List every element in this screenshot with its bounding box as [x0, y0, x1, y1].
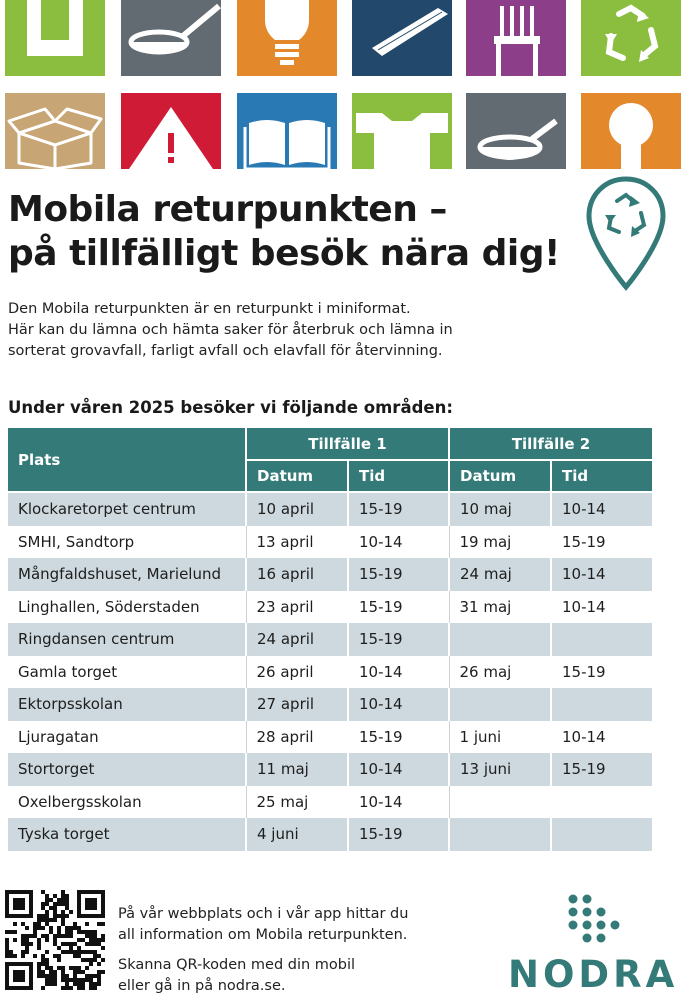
recycle-location-pin-icon [585, 175, 667, 291]
cell-plats: Oxelbergsskolan [8, 786, 246, 819]
cell-datum-2: 24 maj [449, 558, 551, 591]
cell-tid-1: 10-14 [348, 786, 449, 819]
footer-line: eller gå in på nodra.se. [118, 978, 286, 994]
table-row [8, 818, 652, 851]
cell-tid-1: 15-19 [348, 492, 449, 526]
cell-datum-2: 19 maj [449, 526, 551, 559]
cell-tid-2 [551, 623, 652, 656]
frying-pan-icon [121, 0, 221, 76]
light-bulb-icon [581, 93, 681, 169]
table-row [8, 721, 652, 754]
column-header-tid-2: Tid [551, 460, 652, 492]
intro-text [8, 299, 548, 362]
intro-line: Den Mobila returpunkten är en returpunkt i miniformat. [8, 301, 411, 317]
cell-datum-1: 25 maj [246, 786, 348, 819]
column-header-tid-1: Tid [348, 460, 449, 492]
nodra-logo-mark [562, 892, 632, 948]
footer-line: På vår webbplats och i vår app hittar du [118, 906, 409, 922]
cell-tid-1: 15-19 [348, 558, 449, 591]
cell-datum-2 [449, 786, 551, 819]
cell-tid-2: 15-19 [551, 656, 652, 689]
column-group-tillfalle-2: Tillfälle 2 [449, 428, 652, 460]
cell-datum-2 [449, 688, 551, 721]
cell-datum-1: 24 april [246, 623, 348, 656]
warning-icon [121, 93, 221, 169]
cell-plats: Linghallen, Söderstaden [8, 591, 246, 624]
page-title [8, 188, 560, 276]
cell-tid-1: 15-19 [348, 818, 449, 851]
table-row [8, 492, 652, 526]
cell-tid-1: 15-19 [348, 591, 449, 624]
column-header-plats: Plats [8, 428, 246, 492]
wooden-plank-icon [352, 0, 452, 76]
footer-paragraph [118, 904, 458, 946]
title-line-2: på tillfälligt besök nära dig! [8, 233, 560, 274]
cell-tid-2 [551, 818, 652, 851]
cell-plats: Klockaretorpet centrum [8, 492, 246, 526]
cell-datum-2: 31 maj [449, 591, 551, 624]
cell-datum-2: 1 juni [449, 721, 551, 754]
table-row [8, 786, 652, 819]
cell-datum-2 [449, 623, 551, 656]
cell-tid-2: 10-14 [551, 492, 652, 526]
cell-plats: Ektorpsskolan [8, 688, 246, 721]
cell-plats: Gamla torget [8, 656, 246, 689]
footer-paragraph [118, 955, 458, 997]
category-icon-banner [0, 0, 693, 170]
light-bulb-icon [237, 0, 337, 76]
cell-datum-2 [449, 818, 551, 851]
table-row [8, 526, 652, 559]
table-row [8, 623, 652, 656]
cell-tid-1: 15-19 [348, 623, 449, 656]
cell-datum-1: 23 april [246, 591, 348, 624]
t-shirt-icon [352, 93, 452, 169]
chair-icon [466, 0, 566, 76]
table-row [8, 753, 652, 786]
cell-tid-2: 10-14 [551, 591, 652, 624]
column-header-datum-1: Datum [246, 460, 348, 492]
table-row [8, 688, 652, 721]
cell-datum-1: 28 april [246, 721, 348, 754]
recycle-icon [581, 0, 681, 76]
cell-datum-2: 13 juni [449, 753, 551, 786]
cell-tid-1: 10-14 [348, 526, 449, 559]
cell-plats: Ringdansen centrum [8, 623, 246, 656]
nodra-logo-wordmark: NODRA [508, 953, 679, 996]
cell-tid-1: 10-14 [348, 753, 449, 786]
cell-datum-1: 4 juni [246, 818, 348, 851]
table-row [8, 591, 652, 624]
qr-code[interactable] [5, 890, 105, 990]
cell-plats: SMHI, Sandtorp [8, 526, 246, 559]
t-shirt-icon [5, 0, 105, 76]
cell-tid-1: 10-14 [348, 656, 449, 689]
cell-plats: Tyska torget [8, 818, 246, 851]
footer-info [118, 904, 458, 1006]
intro-line: sorterat grovavfall, farligt avfall och elavfall för återvinning. [8, 343, 443, 359]
title-line-1: Mobila returpunkten – [8, 189, 447, 230]
cell-datum-1: 26 april [246, 656, 348, 689]
cell-tid-2: 10-14 [551, 721, 652, 754]
schedule-table [8, 428, 652, 851]
cell-tid-2: 15-19 [551, 753, 652, 786]
cell-tid-2 [551, 688, 652, 721]
cell-datum-1: 13 april [246, 526, 348, 559]
cell-datum-1: 11 maj [246, 753, 348, 786]
footer-line: Skanna QR-koden med din mobil [118, 957, 356, 973]
cardboard-box-icon [5, 93, 105, 169]
frying-pan-icon [466, 93, 566, 169]
cell-tid-1: 15-19 [348, 721, 449, 754]
column-header-datum-2: Datum [449, 460, 551, 492]
schedule-heading: Under våren 2025 besöker vi följande områden: [8, 398, 453, 417]
table-row [8, 656, 652, 689]
intro-line: Här kan du lämna och hämta saker för återbruk och lämna in [8, 322, 453, 338]
table-row [8, 558, 652, 591]
cell-plats: Ljuragatan [8, 721, 246, 754]
cell-plats: Mångfaldshuset, Marielund [8, 558, 246, 591]
cell-datum-2: 26 maj [449, 656, 551, 689]
cell-plats: Stortorget [8, 753, 246, 786]
cell-datum-1: 16 april [246, 558, 348, 591]
cell-datum-1: 10 april [246, 492, 348, 526]
footer-line: all information om Mobila returpunkten. [118, 927, 408, 943]
qr-modules [5, 890, 105, 990]
column-group-tillfalle-1: Tillfälle 1 [246, 428, 449, 460]
book-icon [237, 93, 337, 169]
cell-tid-2 [551, 786, 652, 819]
cell-tid-1: 10-14 [348, 688, 449, 721]
cell-datum-1: 27 april [246, 688, 348, 721]
cell-tid-2: 15-19 [551, 526, 652, 559]
cell-tid-2: 10-14 [551, 558, 652, 591]
cell-datum-2: 10 maj [449, 492, 551, 526]
